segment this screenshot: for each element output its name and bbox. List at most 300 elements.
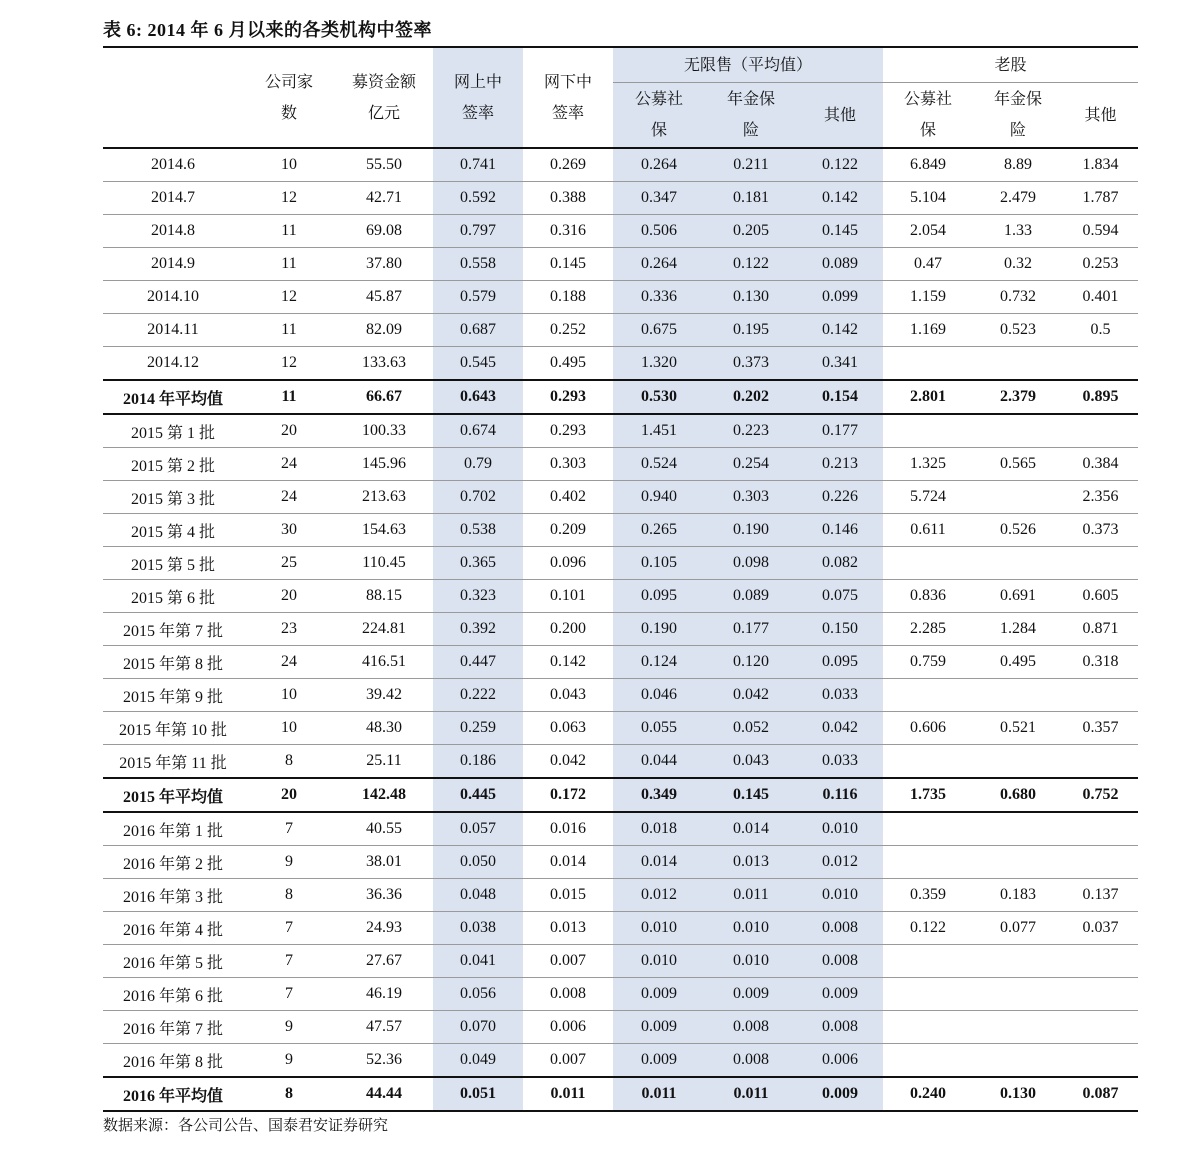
table-cell: 0.506: [613, 215, 705, 248]
table-cell: 0.836: [883, 580, 973, 613]
table-cell: 24.93: [335, 912, 433, 945]
table-cell: 0.142: [797, 182, 883, 215]
table-cell: 0.293: [523, 380, 613, 414]
table-cell: 5.724: [883, 481, 973, 514]
table-cell: 69.08: [335, 215, 433, 248]
table-cell: 0.049: [433, 1044, 523, 1078]
table-cell: 2.054: [883, 215, 973, 248]
table-cell: 142.48: [335, 778, 433, 812]
table-cell: 11: [243, 380, 335, 414]
table-cell: 1.787: [1063, 182, 1138, 215]
table-cell: 0.213: [797, 448, 883, 481]
table-cell: 8.89: [973, 148, 1063, 182]
table-row: [103, 712, 1138, 745]
table-cell: 0.009: [797, 1077, 883, 1111]
table-cell: 0.150: [797, 613, 883, 646]
row-label: 2015 第 3 批: [103, 481, 243, 514]
table-cell: 0.012: [613, 879, 705, 912]
table-cell: 0.006: [797, 1044, 883, 1078]
table-cell: 47.57: [335, 1011, 433, 1044]
table-cell: 0.402: [523, 481, 613, 514]
table-cell: 0.190: [705, 514, 797, 547]
table-cell: 0.043: [523, 679, 613, 712]
table-cell: 0.013: [523, 912, 613, 945]
table-cell: 40.55: [335, 812, 433, 846]
table-cell: 0.732: [973, 281, 1063, 314]
table-cell: 0.122: [883, 912, 973, 945]
table-cell: [883, 745, 973, 779]
table-cell: 24: [243, 646, 335, 679]
row-label: 2016 年第 5 批: [103, 945, 243, 978]
table-cell: 2.379: [973, 380, 1063, 414]
table-cell: 0.007: [523, 1044, 613, 1078]
table-cell: [883, 547, 973, 580]
header-group-unlimited: 无限售（平均值）: [613, 47, 883, 83]
table-cell: 55.50: [335, 148, 433, 182]
table-cell: [973, 1044, 1063, 1078]
table-cell: 0.044: [613, 745, 705, 779]
table-cell: 9: [243, 1011, 335, 1044]
table-cell: 11: [243, 215, 335, 248]
table-cell: 0.009: [705, 978, 797, 1011]
table-cell: 0.871: [1063, 613, 1138, 646]
row-label: 2014.6: [103, 148, 243, 182]
table-cell: [883, 1011, 973, 1044]
table-cell: 0.526: [973, 514, 1063, 547]
table-cell: 1.834: [1063, 148, 1138, 182]
table-cell: 0.010: [797, 812, 883, 846]
table-cell: 11: [243, 314, 335, 347]
table-cell: 0.445: [433, 778, 523, 812]
table-cell: 100.33: [335, 414, 433, 448]
row-label: 2016 年第 3 批: [103, 879, 243, 912]
header-group-old-shares: 老股: [883, 47, 1138, 83]
table-cell: 0.181: [705, 182, 797, 215]
table-cell: 8: [243, 879, 335, 912]
table-cell: 0.643: [433, 380, 523, 414]
table-cell: 0.051: [433, 1077, 523, 1111]
table-cell: [883, 1044, 973, 1078]
table-cell: 0.384: [1063, 448, 1138, 481]
table-cell: [973, 846, 1063, 879]
table-row: [103, 481, 1138, 514]
table-cell: 0.011: [705, 879, 797, 912]
table-cell: 0.264: [613, 248, 705, 281]
table-cell: 0.095: [797, 646, 883, 679]
table-cell: [973, 745, 1063, 779]
table-row: [103, 945, 1138, 978]
table-cell: 7: [243, 812, 335, 846]
table-cell: 133.63: [335, 347, 433, 381]
table-cell: 154.63: [335, 514, 433, 547]
table-body: [103, 148, 1138, 1111]
table-cell: 0.318: [1063, 646, 1138, 679]
table-cell: 0.052: [705, 712, 797, 745]
table-cell: 0.016: [523, 812, 613, 846]
table-cell: 23: [243, 613, 335, 646]
table-cell: 0.495: [973, 646, 1063, 679]
table-cell: 0.010: [705, 945, 797, 978]
table-cell: 0.057: [433, 812, 523, 846]
table-cell: 0.082: [797, 547, 883, 580]
table-cell: 0.070: [433, 1011, 523, 1044]
table-cell: 0.523: [973, 314, 1063, 347]
table-cell: 44.44: [335, 1077, 433, 1111]
table-title: 表 6: 2014 年 6 月以来的各类机构中签率: [103, 20, 432, 40]
table-cell: [973, 945, 1063, 978]
table-cell: 0.190: [613, 613, 705, 646]
table-cell: 1.284: [973, 613, 1063, 646]
table-cell: 48.30: [335, 712, 433, 745]
table-cell: 8: [243, 745, 335, 779]
table-cell: 0.008: [797, 1011, 883, 1044]
table-cell: 2.285: [883, 613, 973, 646]
table-cell: 1.325: [883, 448, 973, 481]
table-cell: 0.594: [1063, 215, 1138, 248]
table-cell: 46.19: [335, 978, 433, 1011]
table-cell: 42.71: [335, 182, 433, 215]
table-cell: 0.259: [433, 712, 523, 745]
table-cell: [1063, 978, 1138, 1011]
table-cell: 0.142: [523, 646, 613, 679]
row-label: 2015 年第 8 批: [103, 646, 243, 679]
table-cell: 1.159: [883, 281, 973, 314]
table-cell: 0.269: [523, 148, 613, 182]
table-cell: 0.037: [1063, 912, 1138, 945]
table-cell: 0.146: [797, 514, 883, 547]
table-cell: 2.356: [1063, 481, 1138, 514]
table-cell: 0.558: [433, 248, 523, 281]
table-cell: 0.145: [797, 215, 883, 248]
table-cell: 0.545: [433, 347, 523, 381]
average-row: [103, 778, 1138, 812]
header-unlimited-social: 公募社 保: [613, 83, 705, 149]
table-cell: 0.47: [883, 248, 973, 281]
table-cell: 7: [243, 978, 335, 1011]
table-cell: 0.211: [705, 148, 797, 182]
row-label: 2014.7: [103, 182, 243, 215]
table-cell: 20: [243, 414, 335, 448]
row-label: 2015 年第 11 批: [103, 745, 243, 779]
table-cell: 0.008: [523, 978, 613, 1011]
table-cell: 39.42: [335, 679, 433, 712]
table-cell: 0.797: [433, 215, 523, 248]
table-cell: 6.849: [883, 148, 973, 182]
table-cell: 0.055: [613, 712, 705, 745]
table-cell: 0.008: [705, 1044, 797, 1078]
table-cell: 0.011: [705, 1077, 797, 1111]
table-cell: 145.96: [335, 448, 433, 481]
table-cell: 0.759: [883, 646, 973, 679]
table-cell: 0.101: [523, 580, 613, 613]
table-cell: 0.075: [797, 580, 883, 613]
table-cell: [883, 978, 973, 1011]
row-label: 2014.11: [103, 314, 243, 347]
table-cell: 7: [243, 945, 335, 978]
table-cell: 0.018: [613, 812, 705, 846]
table-cell: 0.009: [613, 978, 705, 1011]
header-period: [103, 47, 243, 148]
table-cell: 0.006: [523, 1011, 613, 1044]
table-cell: 0.565: [973, 448, 1063, 481]
table-cell: 0.048: [433, 879, 523, 912]
table-cell: 0.674: [433, 414, 523, 448]
table-row: [103, 745, 1138, 779]
table-cell: 25.11: [335, 745, 433, 779]
table-cell: 20: [243, 580, 335, 613]
table-cell: 0.010: [705, 912, 797, 945]
table-cell: 0.105: [613, 547, 705, 580]
table-cell: 0.009: [613, 1011, 705, 1044]
table-cell: 110.45: [335, 547, 433, 580]
table-row: [103, 580, 1138, 613]
table-cell: 0.122: [797, 148, 883, 182]
table-cell: 0.188: [523, 281, 613, 314]
table-cell: 0.007: [523, 945, 613, 978]
table-cell: 0.254: [705, 448, 797, 481]
table-cell: 24: [243, 481, 335, 514]
header-company-count: 公司家 数: [243, 47, 335, 148]
table-cell: [1063, 745, 1138, 779]
table-cell: 0.579: [433, 281, 523, 314]
table-cell: 7: [243, 912, 335, 945]
table-row: [103, 846, 1138, 879]
table-cell: 0.252: [523, 314, 613, 347]
table-cell: 0.752: [1063, 778, 1138, 812]
table-cell: 5.104: [883, 182, 973, 215]
header-old-other: 其他: [1063, 83, 1138, 149]
row-label: 2014.10: [103, 281, 243, 314]
table-cell: 9: [243, 1044, 335, 1078]
table-cell: 0.5: [1063, 314, 1138, 347]
table-cell: 25: [243, 547, 335, 580]
header-row-1: [103, 47, 1138, 83]
table-cell: 0.011: [523, 1077, 613, 1111]
table-cell: 0.293: [523, 414, 613, 448]
table-cell: 0.265: [613, 514, 705, 547]
table-cell: 0.177: [797, 414, 883, 448]
table-cell: 0.033: [797, 745, 883, 779]
table-cell: 0.008: [705, 1011, 797, 1044]
table-row: [103, 182, 1138, 215]
table-cell: [973, 414, 1063, 448]
table-cell: 0.089: [797, 248, 883, 281]
row-label: 2014.8: [103, 215, 243, 248]
table-cell: 0.200: [523, 613, 613, 646]
table-cell: 0.388: [523, 182, 613, 215]
table-cell: [1063, 846, 1138, 879]
table-cell: 1.169: [883, 314, 973, 347]
table-cell: 0.010: [613, 945, 705, 978]
table-cell: 0.183: [973, 879, 1063, 912]
header-raised-amount: 募资金额 亿元: [335, 47, 433, 148]
table-cell: 0.253: [1063, 248, 1138, 281]
table-cell: 30: [243, 514, 335, 547]
table-cell: 0.202: [705, 380, 797, 414]
row-label: 2016 年平均值: [103, 1077, 243, 1111]
table-cell: [973, 347, 1063, 381]
table-cell: 27.67: [335, 945, 433, 978]
table-cell: 66.67: [335, 380, 433, 414]
table-cell: [883, 347, 973, 381]
table-row: [103, 281, 1138, 314]
average-row: [103, 380, 1138, 414]
table-cell: [883, 846, 973, 879]
table-cell: 0.79: [433, 448, 523, 481]
header-online-rate: 网上中 签率: [433, 47, 523, 148]
table-cell: 0.359: [883, 879, 973, 912]
table-cell: 36.36: [335, 879, 433, 912]
table-cell: 1.451: [613, 414, 705, 448]
table-cell: 0.046: [613, 679, 705, 712]
table-cell: 12: [243, 281, 335, 314]
table-cell: 0.538: [433, 514, 523, 547]
table-cell: 0.042: [797, 712, 883, 745]
table-cell: [883, 414, 973, 448]
table-cell: 0.209: [523, 514, 613, 547]
table-cell: [1063, 1044, 1138, 1078]
row-label: 2014 年平均值: [103, 380, 243, 414]
table-row: [103, 347, 1138, 381]
table-cell: 0.043: [705, 745, 797, 779]
table-cell: 0.008: [797, 912, 883, 945]
row-label: 2015 第 4 批: [103, 514, 243, 547]
subscription-rate-table: [103, 46, 1138, 1112]
table-cell: 0.341: [797, 347, 883, 381]
table-cell: 0.142: [797, 314, 883, 347]
table-cell: 11: [243, 248, 335, 281]
table-cell: 0.130: [705, 281, 797, 314]
table-cell: [973, 679, 1063, 712]
table-cell: 0.095: [613, 580, 705, 613]
table-row: [103, 448, 1138, 481]
table-row: [103, 613, 1138, 646]
table-cell: 10: [243, 148, 335, 182]
table-cell: 12: [243, 347, 335, 381]
table-cell: 0.014: [705, 812, 797, 846]
table-row: [103, 248, 1138, 281]
table-cell: 0.116: [797, 778, 883, 812]
table-cell: 0.741: [433, 148, 523, 182]
table-cell: 0.303: [523, 448, 613, 481]
table-cell: 0.680: [973, 778, 1063, 812]
table-cell: 0.122: [705, 248, 797, 281]
header-old-annuity: 年金保 险: [973, 83, 1063, 149]
table-cell: 0.012: [797, 846, 883, 879]
table-cell: 0.611: [883, 514, 973, 547]
table-row: [103, 646, 1138, 679]
table-row: [103, 912, 1138, 945]
table-cell: 0.447: [433, 646, 523, 679]
table-cell: 82.09: [335, 314, 433, 347]
table-cell: 0.130: [973, 1077, 1063, 1111]
table-cell: 0.172: [523, 778, 613, 812]
table-cell: 0.940: [613, 481, 705, 514]
table-cell: 2.801: [883, 380, 973, 414]
row-label: 2015 年第 10 批: [103, 712, 243, 745]
table-cell: 0.137: [1063, 879, 1138, 912]
table-cell: 0.323: [433, 580, 523, 613]
table-cell: [973, 547, 1063, 580]
table-cell: [1063, 547, 1138, 580]
table-cell: 0.401: [1063, 281, 1138, 314]
table-cell: 0.041: [433, 945, 523, 978]
table-cell: 88.15: [335, 580, 433, 613]
row-label: 2016 年第 4 批: [103, 912, 243, 945]
table-cell: 0.691: [973, 580, 1063, 613]
table-cell: 0.675: [613, 314, 705, 347]
table-cell: 0.32: [973, 248, 1063, 281]
row-label: 2015 第 6 批: [103, 580, 243, 613]
row-label: 2014.12: [103, 347, 243, 381]
table-row: [103, 1011, 1138, 1044]
table-cell: 37.80: [335, 248, 433, 281]
table-cell: [1063, 414, 1138, 448]
table-cell: 0.895: [1063, 380, 1138, 414]
header-unlimited-annuity: 年金保 险: [705, 83, 797, 149]
table-cell: 0.530: [613, 380, 705, 414]
table-cell: 0.349: [613, 778, 705, 812]
table-cell: 0.145: [523, 248, 613, 281]
table-cell: 8: [243, 1077, 335, 1111]
table-row: [103, 514, 1138, 547]
header-offline-rate: 网下中 签率: [523, 47, 613, 148]
table-cell: [883, 812, 973, 846]
table-cell: 1.735: [883, 778, 973, 812]
table-cell: [973, 978, 1063, 1011]
table-cell: 0.063: [523, 712, 613, 745]
table-cell: 0.033: [797, 679, 883, 712]
table-cell: 0.098: [705, 547, 797, 580]
table-cell: 0.009: [613, 1044, 705, 1078]
header-old-social: 公募社 保: [883, 83, 973, 149]
table-cell: 0.373: [705, 347, 797, 381]
table-cell: 0.077: [973, 912, 1063, 945]
table-cell: 0.099: [797, 281, 883, 314]
row-label: 2016 年第 8 批: [103, 1044, 243, 1078]
table-cell: 0.521: [973, 712, 1063, 745]
row-label: 2014.9: [103, 248, 243, 281]
table-cell: 0.050: [433, 846, 523, 879]
table-row: [103, 978, 1138, 1011]
table-cell: 0.042: [523, 745, 613, 779]
table-row: [103, 414, 1138, 448]
table-cell: 0.145: [705, 778, 797, 812]
table-cell: 0.008: [797, 945, 883, 978]
table-cell: 0.240: [883, 1077, 973, 1111]
table-cell: 0.177: [705, 613, 797, 646]
table-cell: 9: [243, 846, 335, 879]
table-cell: 0.056: [433, 978, 523, 1011]
table-row: [103, 812, 1138, 846]
table-cell: [883, 679, 973, 712]
row-label: 2015 年第 7 批: [103, 613, 243, 646]
table-cell: 0.524: [613, 448, 705, 481]
table-cell: 0.223: [705, 414, 797, 448]
table-cell: [1063, 679, 1138, 712]
row-label: 2016 年第 1 批: [103, 812, 243, 846]
table-row: [103, 547, 1138, 580]
row-label: 2015 第 5 批: [103, 547, 243, 580]
table-cell: 0.264: [613, 148, 705, 182]
table-cell: 0.606: [883, 712, 973, 745]
average-row: [103, 1077, 1138, 1111]
table-row: [103, 148, 1138, 182]
table-cell: 0.120: [705, 646, 797, 679]
table-cell: 2.479: [973, 182, 1063, 215]
table-cell: 0.087: [1063, 1077, 1138, 1111]
table-cell: 0.303: [705, 481, 797, 514]
